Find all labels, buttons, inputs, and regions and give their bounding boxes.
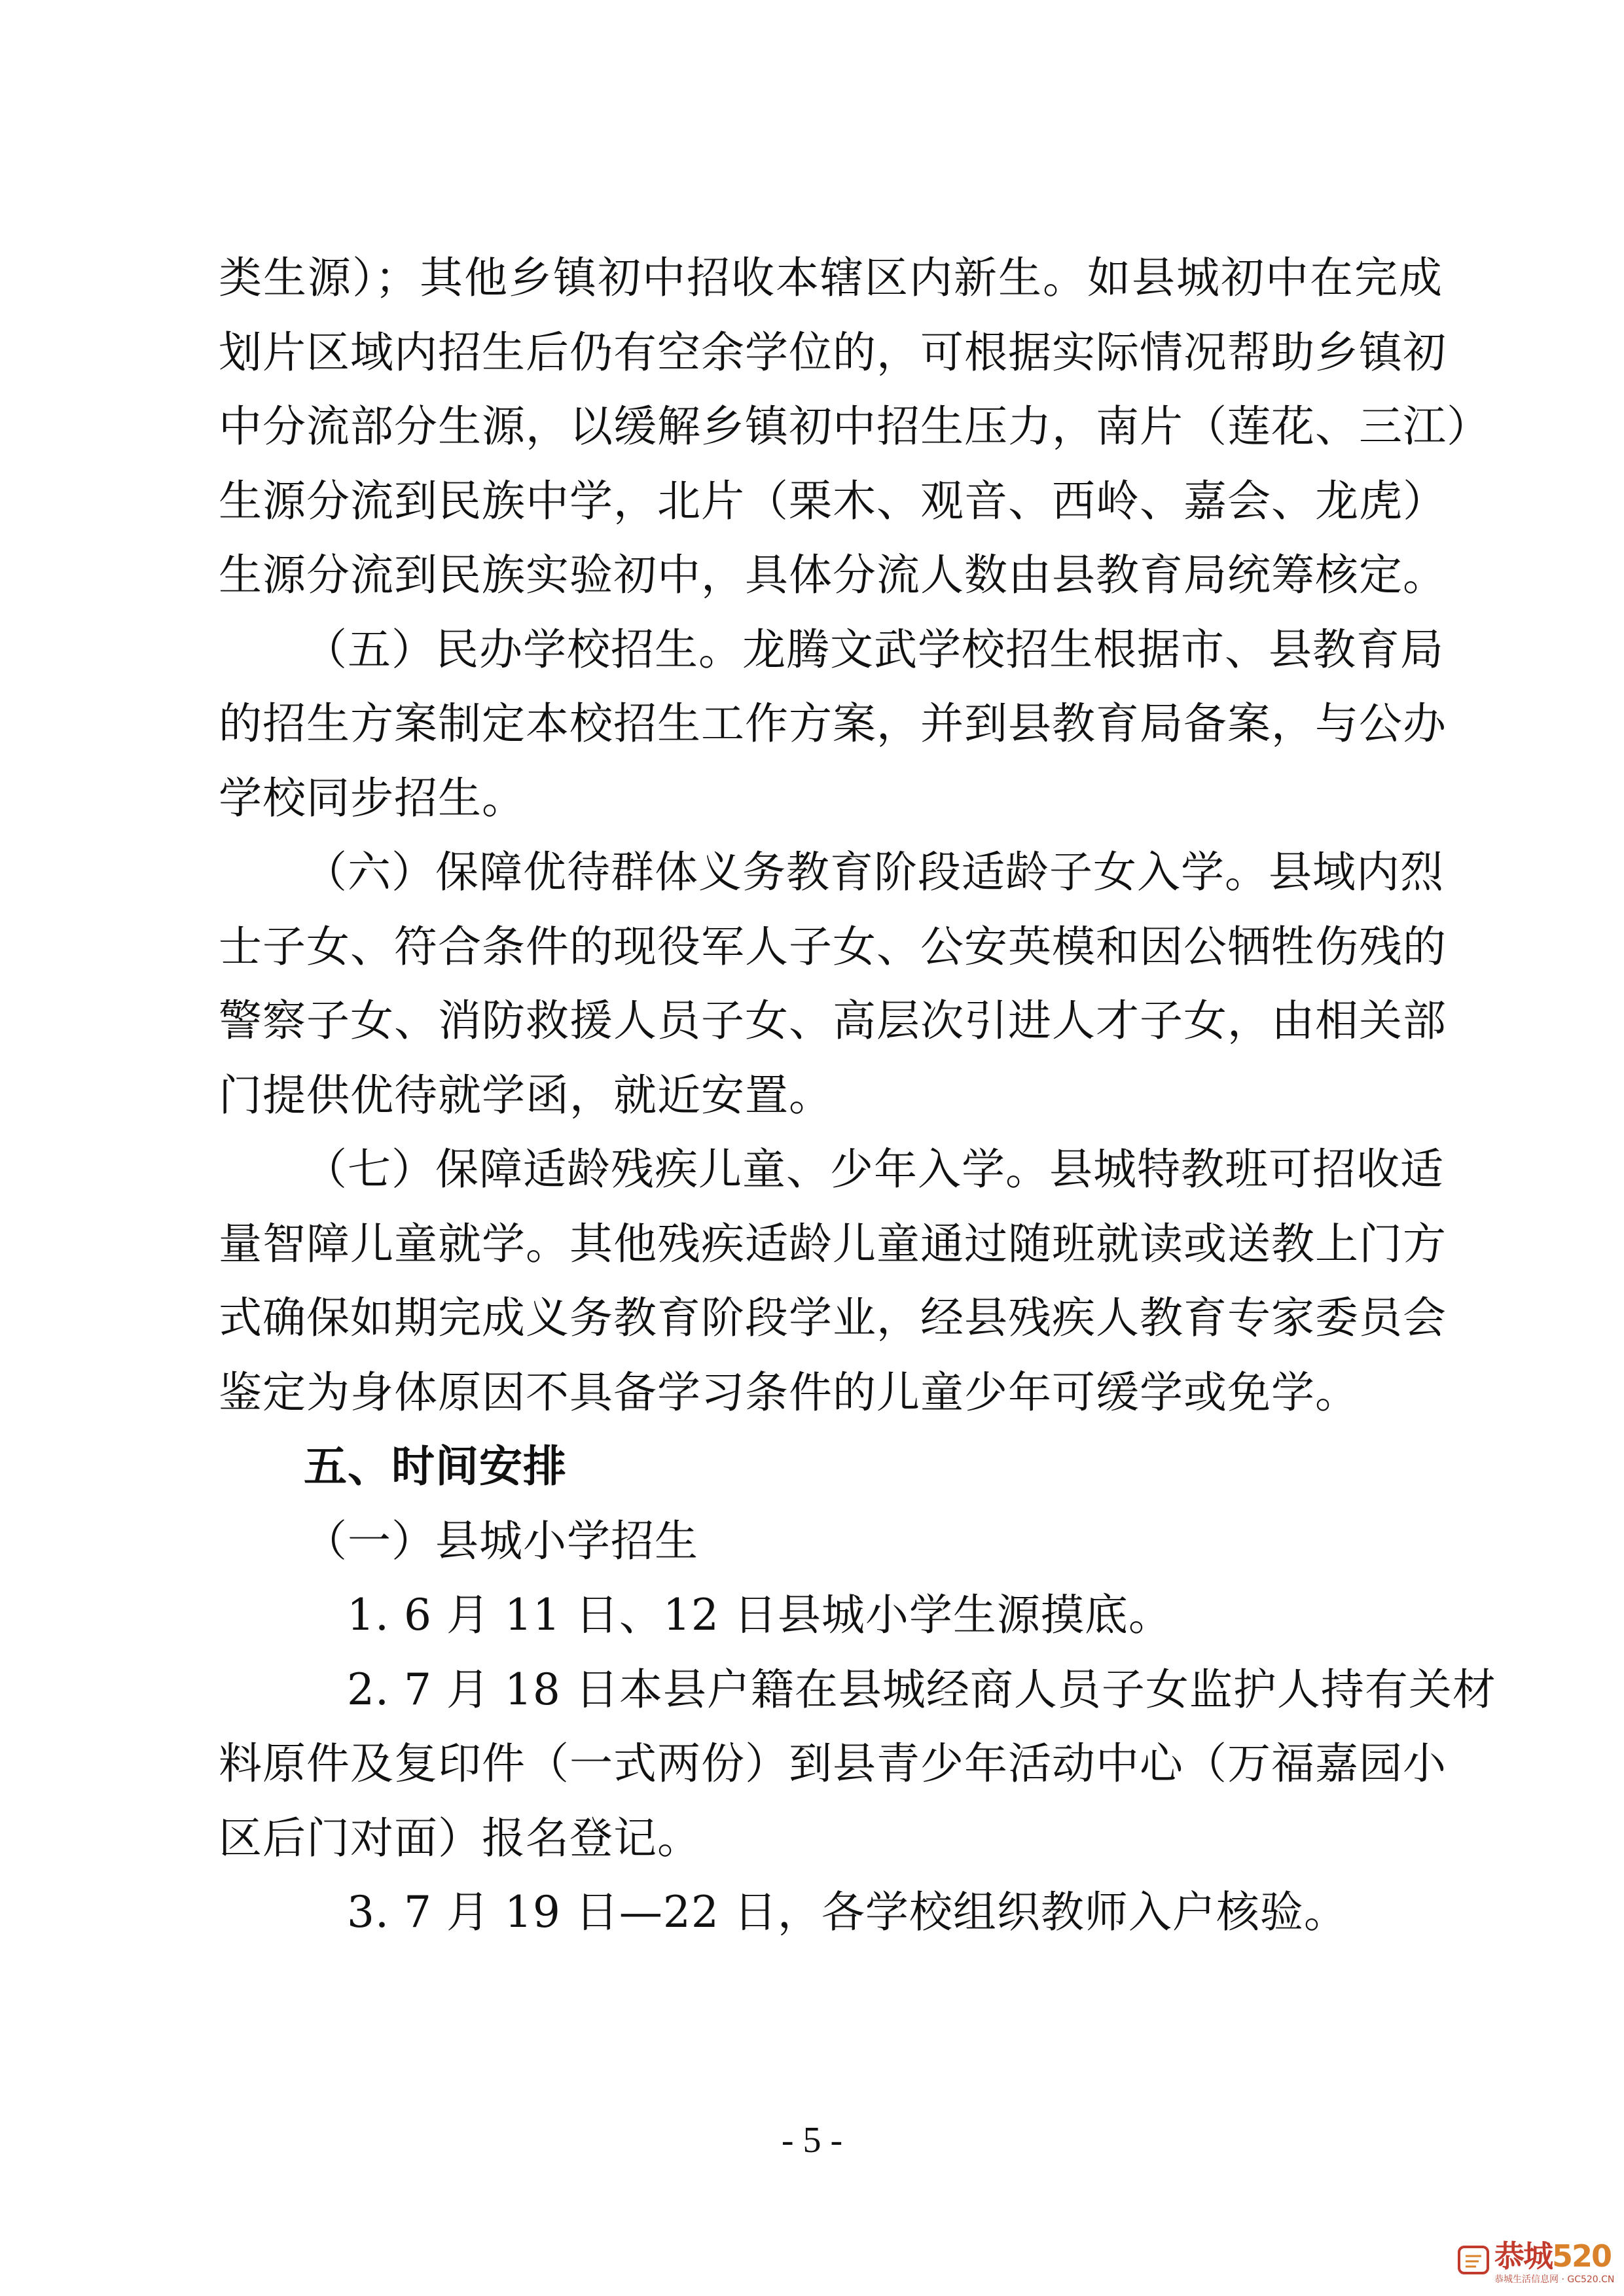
text-line: 生源分流到民族中学，北片（栗木、观音、西岭、嘉会、龙虎） — [219, 476, 1447, 526]
text-line: 类生源）；其他乡镇初中招收本辖区内新生。如县城初中在完成 — [219, 253, 1443, 303]
watermark-brand-number: 520 — [1552, 2238, 1612, 2274]
text-line: 区后门对面）报名登记。 — [219, 1813, 701, 1863]
text-line: 中分流部分生源，以缓解乡镇初中招生压力，南片（莲花、三江） — [219, 401, 1490, 452]
text-line: 警察子女、消防救援人员子女、高层次引进人才子女，由相关部 — [219, 996, 1447, 1046]
text-line: 2. 7 月 18 日本县户籍在县城经商人员子女监护人持有关材 — [347, 1664, 1496, 1715]
text-line: 士子女、符合条件的现役军人子女、公安英模和因公牺牲伤残的 — [219, 922, 1447, 972]
site-watermark — [1456, 2235, 1620, 2287]
watermark-subtext: 恭城生活信息网 · GC520.CN — [1494, 2274, 1615, 2285]
text-line: 1. 6 月 11 日、12 日县城小学生源摸底。 — [347, 1590, 1172, 1640]
text-line: （一）县城小学招生 — [304, 1516, 698, 1566]
text-line: 鉴定为身体原因不具备学习条件的儿童少年可缓学或免学。 — [219, 1367, 1359, 1418]
text-line: 式确保如期完成义务教育阶段学业，经县残疾人教育专家委员会 — [219, 1293, 1447, 1343]
text-line: （六）保障优待群体义务教育阶段适龄子女入学。县域内烈 — [304, 847, 1444, 897]
page-number: - 5 - — [781, 2120, 843, 2161]
watermark-logo-icon — [1456, 2243, 1490, 2277]
text-line: （五）民办学校招生。龙腾文武学校招生根据市、县教育局 — [304, 624, 1444, 675]
text-line: 划片区域内招生后仍有空余学位的，可根据实际情况帮助乡镇初 — [219, 327, 1447, 378]
text-line: 学校同步招生。 — [219, 773, 526, 823]
text-line: 料原件及复印件（一式两份）到县青少年活动中心（万福嘉园小 — [219, 1738, 1447, 1789]
watermark-brand-text: 恭城 — [1494, 2238, 1552, 2274]
text-line: 生源分流到民族实验初中，具体分流人数由县教育局统筹核定。 — [219, 550, 1447, 600]
watermark-brand — [1494, 2238, 1611, 2274]
text-line: （七）保障适龄残疾儿童、少年入学。县城特教班可招收适 — [304, 1144, 1444, 1194]
section-heading: 五、时间安排 — [304, 1441, 567, 1492]
text-line: 量智障儿童就学。其他残疾适龄儿童通过随班就读或送教上门方 — [219, 1219, 1447, 1269]
text-line: 3. 7 月 19 日—22 日，各学校组织教师入户核验。 — [347, 1887, 1348, 1937]
text-line: 门提供优待就学函，就近安置。 — [219, 1070, 833, 1121]
text-line: 的招生方案制定本校招生工作方案，并到县教育局备案，与公办 — [219, 698, 1447, 749]
